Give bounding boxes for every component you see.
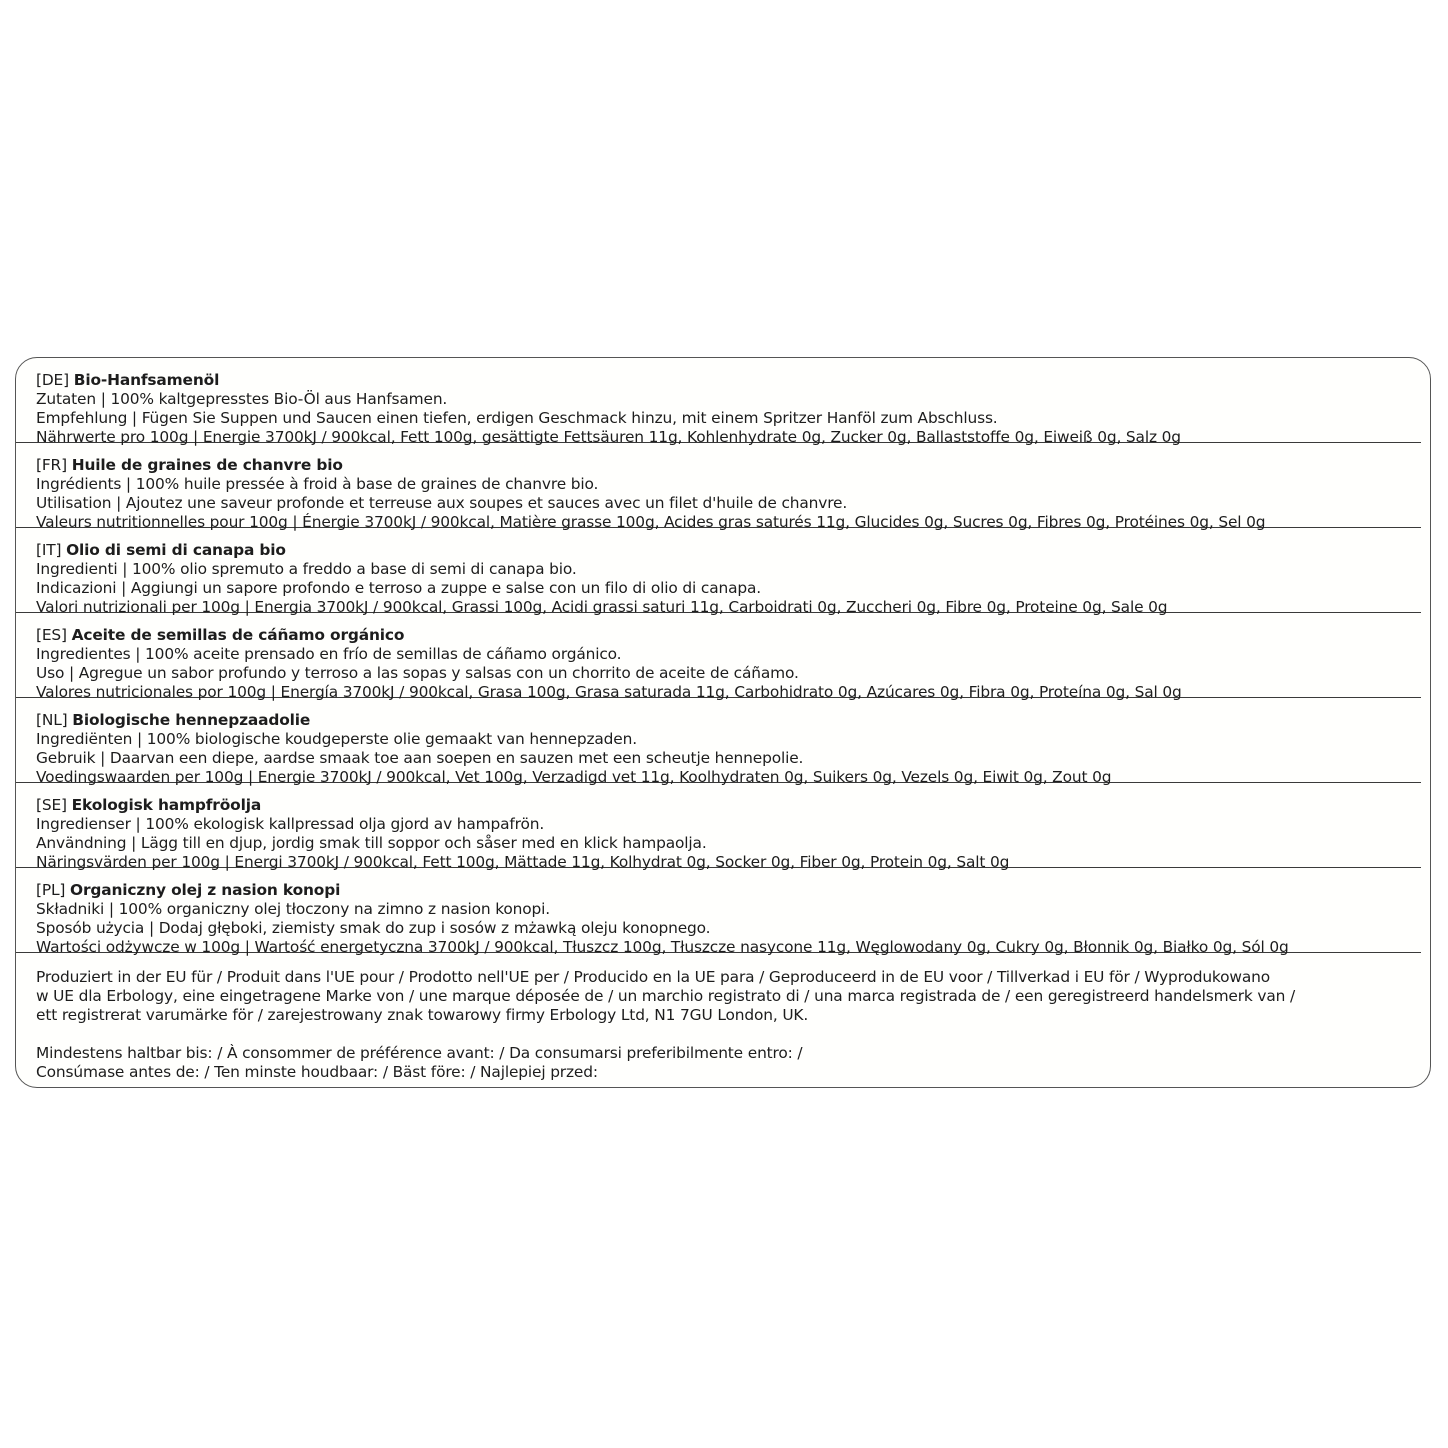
ingredients-line: Ingredientes | 100% aceite prensado en frío de semillas de cáñamo orgánico. bbox=[36, 645, 622, 663]
language-code: [ES] bbox=[36, 626, 67, 644]
section-heading bbox=[36, 711, 310, 730]
product-title: Ekologisk hampfröolja bbox=[71, 796, 262, 814]
product-title: Huile de graines de chanvre bio bbox=[71, 456, 343, 474]
section-heading bbox=[36, 371, 219, 390]
language-code: [NL] bbox=[36, 711, 68, 729]
section-pl bbox=[16, 868, 1421, 956]
ingredients-line: Zutaten | 100% kaltgepresstes Bio-Öl aus Hanfsamen. bbox=[36, 390, 448, 408]
language-code: [DE] bbox=[36, 371, 69, 389]
section-es bbox=[16, 613, 1421, 701]
section-heading bbox=[36, 541, 286, 560]
section-it bbox=[16, 528, 1421, 616]
usage-line: Sposób użycia | Dodaj głęboki, ziemisty smak do zup i sosów z mżawką oleju konopnego. bbox=[36, 919, 711, 937]
ingredients-line: Składniki | 100% organiczny olej tłoczony na zimno z nasion konopi. bbox=[36, 900, 551, 918]
section-heading bbox=[36, 881, 340, 900]
section-fr bbox=[16, 443, 1421, 531]
ingredients-line: Ingredienser | 100% ekologisk kallpressad olja gjord av hampafrön. bbox=[36, 815, 545, 833]
usage-line: Indicazioni | Aggiungi un sapore profondo e terroso a zuppe e salse con un filo di olio di canapa. bbox=[36, 579, 762, 597]
usage-line: Uso | Agregue un sabor profundo y terroso a las sopas y salsas con un chorrito de aceite de cáñamo. bbox=[36, 664, 799, 682]
usage-line: Utilisation | Ajoutez une saveur profonde et terreuse aux soupes et sauces avec un filet d'huile de chanvre. bbox=[36, 494, 848, 512]
best-before-line: Consúmase antes de: / Ten minste houdbaar: / Bäst före: / Najlepiej przed: bbox=[36, 1063, 598, 1081]
product-title: Aceite de semillas de cáñamo orgánico bbox=[71, 626, 405, 644]
nutrition-line: Nährwerte pro 100g | Energie 3700kJ / 900kcal, Fett 100g, gesättigte Fettsäuren 11g, Kohlenhydrate 0g, Zucker 0g, Ballaststoffe 0g, Eiweiß 0g, Salz 0g bbox=[36, 428, 1181, 446]
section-nl bbox=[16, 698, 1421, 786]
nutrition-line: Voedingswaarden per 100g | Energie 3700kJ / 900kcal, Vet 100g, Verzadigd vet 11g, Koolhydraten 0g, Suikers 0g, Vezels 0g, Eiwit 0g, Zout 0g bbox=[36, 768, 1112, 786]
usage-line: Gebruik | Daarvan een diepe, aardse smaak toe aan soepen en sauzen met een scheutje hennepolie. bbox=[36, 749, 804, 767]
ingredients-line: Ingrédients | 100% huile pressée à froid à base de graines de chanvre bio. bbox=[36, 475, 599, 493]
nutrition-line: Valores nutricionales por 100g | Energía 3700kJ / 900kcal, Grasa 100g, Grasa saturada 11g, Carbohidrato 0g, Azúcares 0g, Fibra 0g, Proteína 0g, Sal 0g bbox=[36, 683, 1182, 701]
language-code: [PL] bbox=[36, 881, 66, 899]
product-title: Olio di semi di canapa bio bbox=[66, 541, 286, 559]
producer-line: w UE dla Erbology, eine eingetragene Marke von / une marque déposée de / un marchio registrato di / una marca registrada de / een geregistreerd handelsmerk van / bbox=[36, 987, 1296, 1005]
nutrition-line: Valeurs nutritionnelles pour 100g | Énergie 3700kJ / 900kcal, Matière grasse 100g, Acides gras saturés 11g, Glucides 0g, Sucres 0g, Fibres 0g, Protéines 0g, Sel 0g bbox=[36, 513, 1266, 531]
language-code: [SE] bbox=[36, 796, 67, 814]
ingredients-line: Ingredienti | 100% olio spremuto a freddo a base di semi di canapa bio. bbox=[36, 560, 577, 578]
language-code: [FR] bbox=[36, 456, 67, 474]
product-title: Biologische hennepzaadolie bbox=[72, 711, 311, 729]
section-de bbox=[16, 358, 1421, 446]
section-heading bbox=[36, 796, 261, 815]
product-title: Bio-Hanfsamenöl bbox=[73, 371, 220, 389]
nutrition-line: Näringsvärden per 100g | Energi 3700kJ / 900kcal, Fett 100g, Mättade 11g, Kolhydrat 0g, Socker 0g, Fiber 0g, Protein 0g, Salt 0g bbox=[36, 853, 1010, 871]
usage-line: Empfehlung | Fügen Sie Suppen und Saucen einen tiefen, erdigen Geschmack hinzu, mit einem Spritzer Hanföl zum Abschluss. bbox=[36, 409, 998, 427]
producer-line: Produziert in der EU für / Produit dans l'UE pour / Prodotto nell'UE per / Producido en la UE para / Geproduceerd in de EU voor / Tillverkad i EU för / Wyprodukowano bbox=[36, 968, 1271, 986]
nutrition-line: Valori nutrizionali per 100g | Energia 3700kJ / 900kcal, Grassi 100g, Acidi grassi saturi 11g, Carboidrati 0g, Zuccheri 0g, Fibre 0g, Proteine 0g, Sale 0g bbox=[36, 598, 1168, 616]
usage-line: Användning | Lägg till en djup, jordig smak till soppor och såser med en klick hampaolja. bbox=[36, 834, 707, 852]
ingredients-line: Ingrediënten | 100% biologische koudgeperste olie gemaakt van hennepzaden. bbox=[36, 730, 637, 748]
product-title: Organiczny olej z nasion konopi bbox=[70, 881, 341, 899]
nutrition-line: Wartości odżywcze w 100g | Wartość energetyczna 3700kJ / 900kcal, Tłuszcz 100g, Tłuszcze nasycone 11g, Węglowodany 0g, Cukry 0g, Błonnik 0g, Białko 0g, Sól 0g bbox=[36, 938, 1289, 956]
best-before-line: Mindestens haltbar bis: / À consommer de préférence avant: / Da consumarsi preferibilmente entro: / bbox=[36, 1044, 803, 1062]
section-se bbox=[16, 783, 1421, 871]
section-heading bbox=[36, 626, 404, 645]
language-code: [IT] bbox=[36, 541, 62, 559]
producer-line: ett registrerat varumärke för / zarejestrowany znak towarowy firmy Erbology Ltd, N1 7GU London, UK. bbox=[36, 1006, 809, 1024]
product-label bbox=[15, 357, 1431, 1088]
section-heading bbox=[36, 456, 343, 475]
